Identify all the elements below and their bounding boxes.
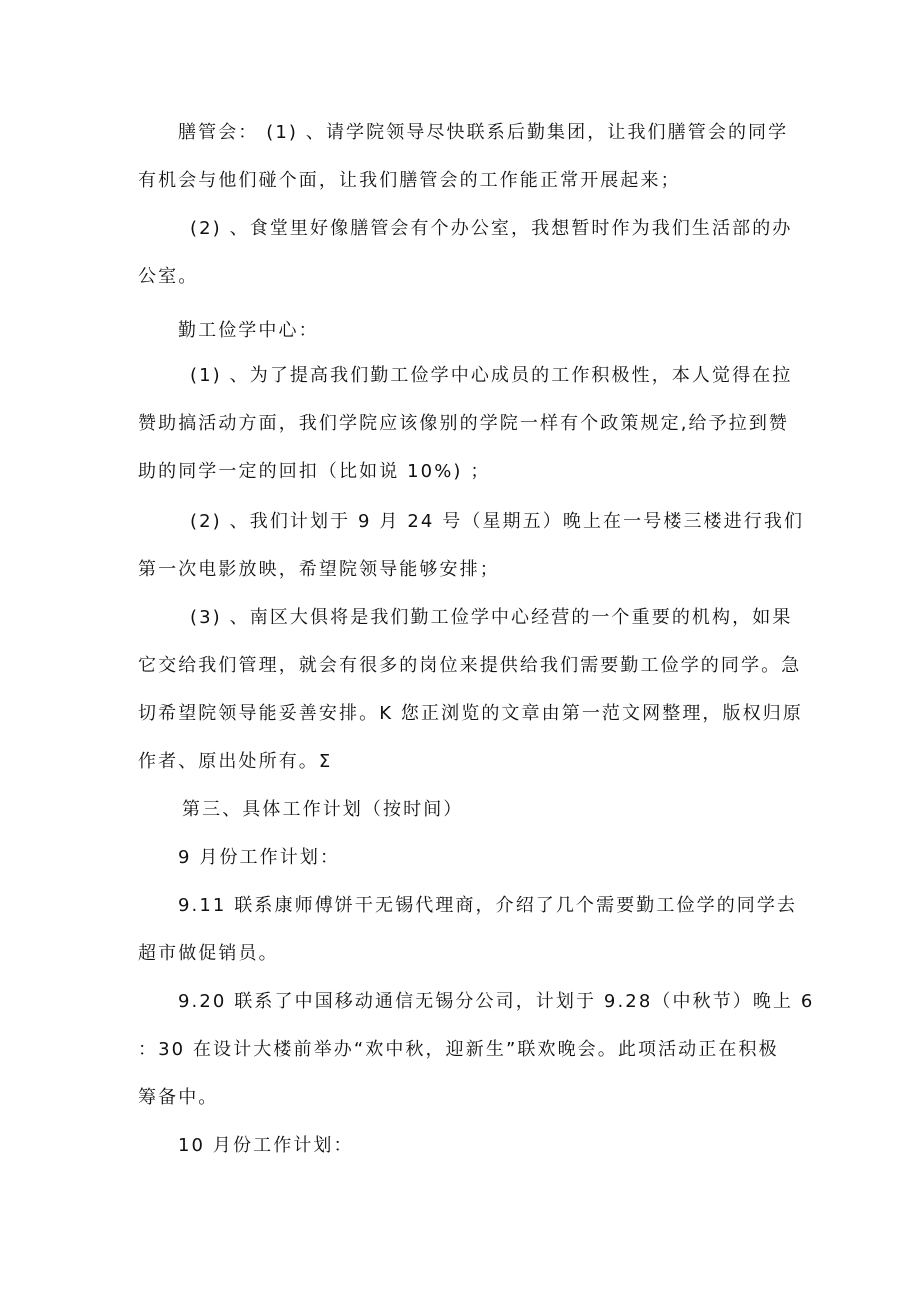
text-line-1: 膳管会： (1) 、请学院领导尽快联系后勤集团，让我们膳管会的同学 [178,122,789,143]
month-heading-september: 9 月份工作计划： [178,847,341,868]
section-heading-plan: 第三、具体工作计划（按时间） [182,799,464,820]
text-line-6: (1) 、为了提高我们勤工俭学中心成员的工作积极性，本人觉得在拉 [190,365,793,386]
text-line-2: 有机会与他们碰个面，让我们膳管会的工作能正常开展起来； [138,170,681,191]
text-line-3: (2) 、食堂里好像膳管会有个办公室，我想暂时作为我们生活部的办 [190,218,793,239]
text-line-20: ：30 在设计大楼前举办“欢中秋，迎新生”联欢晚会。此项活动正在积极 [138,1039,779,1060]
text-line-8: 助的同学一定的回扣（比如说 10%) ； [138,461,491,482]
section-heading-qingong: 勤工俭学中心： [178,320,319,341]
text-line-17: 9.11 联系康师傅饼干无锡代理商，介绍了几个需要勤工俭学的同学去 [178,895,798,916]
text-line-21: 筹备中。 [138,1087,219,1108]
text-line-13: 切希望院领导能妥善安排。K 您正浏览的文章由第一范文网整理，版权归原 [138,703,803,724]
text-line-4: 公室。 [138,266,199,287]
text-line-19: 9.20 联系了中国移动通信无锡分公司，计划于 9.28（中秋节）晚上 6 [178,991,815,1012]
text-line-11: (3) 、南区大俱将是我们勤工俭学中心经营的一个重要的机构，如果 [190,607,793,628]
text-line-14: 作者、原出处所有。Σ [138,751,333,772]
text-line-7: 赞助搞活动方面，我们学院应该像别的学院一样有个政策规定,给予拉到赞 [138,413,790,434]
text-line-18: 超市做促销员。 [138,943,279,964]
text-line-10: 第一次电影放映，希望院领导能够安排； [138,559,500,580]
text-line-12: 它交给我们管理，就会有很多的岗位来提供给我们需要勤工俭学的同学。急 [138,655,802,676]
text-line-9: (2) 、我们计划于 9 月 24 号（星期五）晚上在一号楼三楼进行我们 [190,511,805,532]
month-heading-october: 10 月份工作计划： [178,1135,354,1156]
